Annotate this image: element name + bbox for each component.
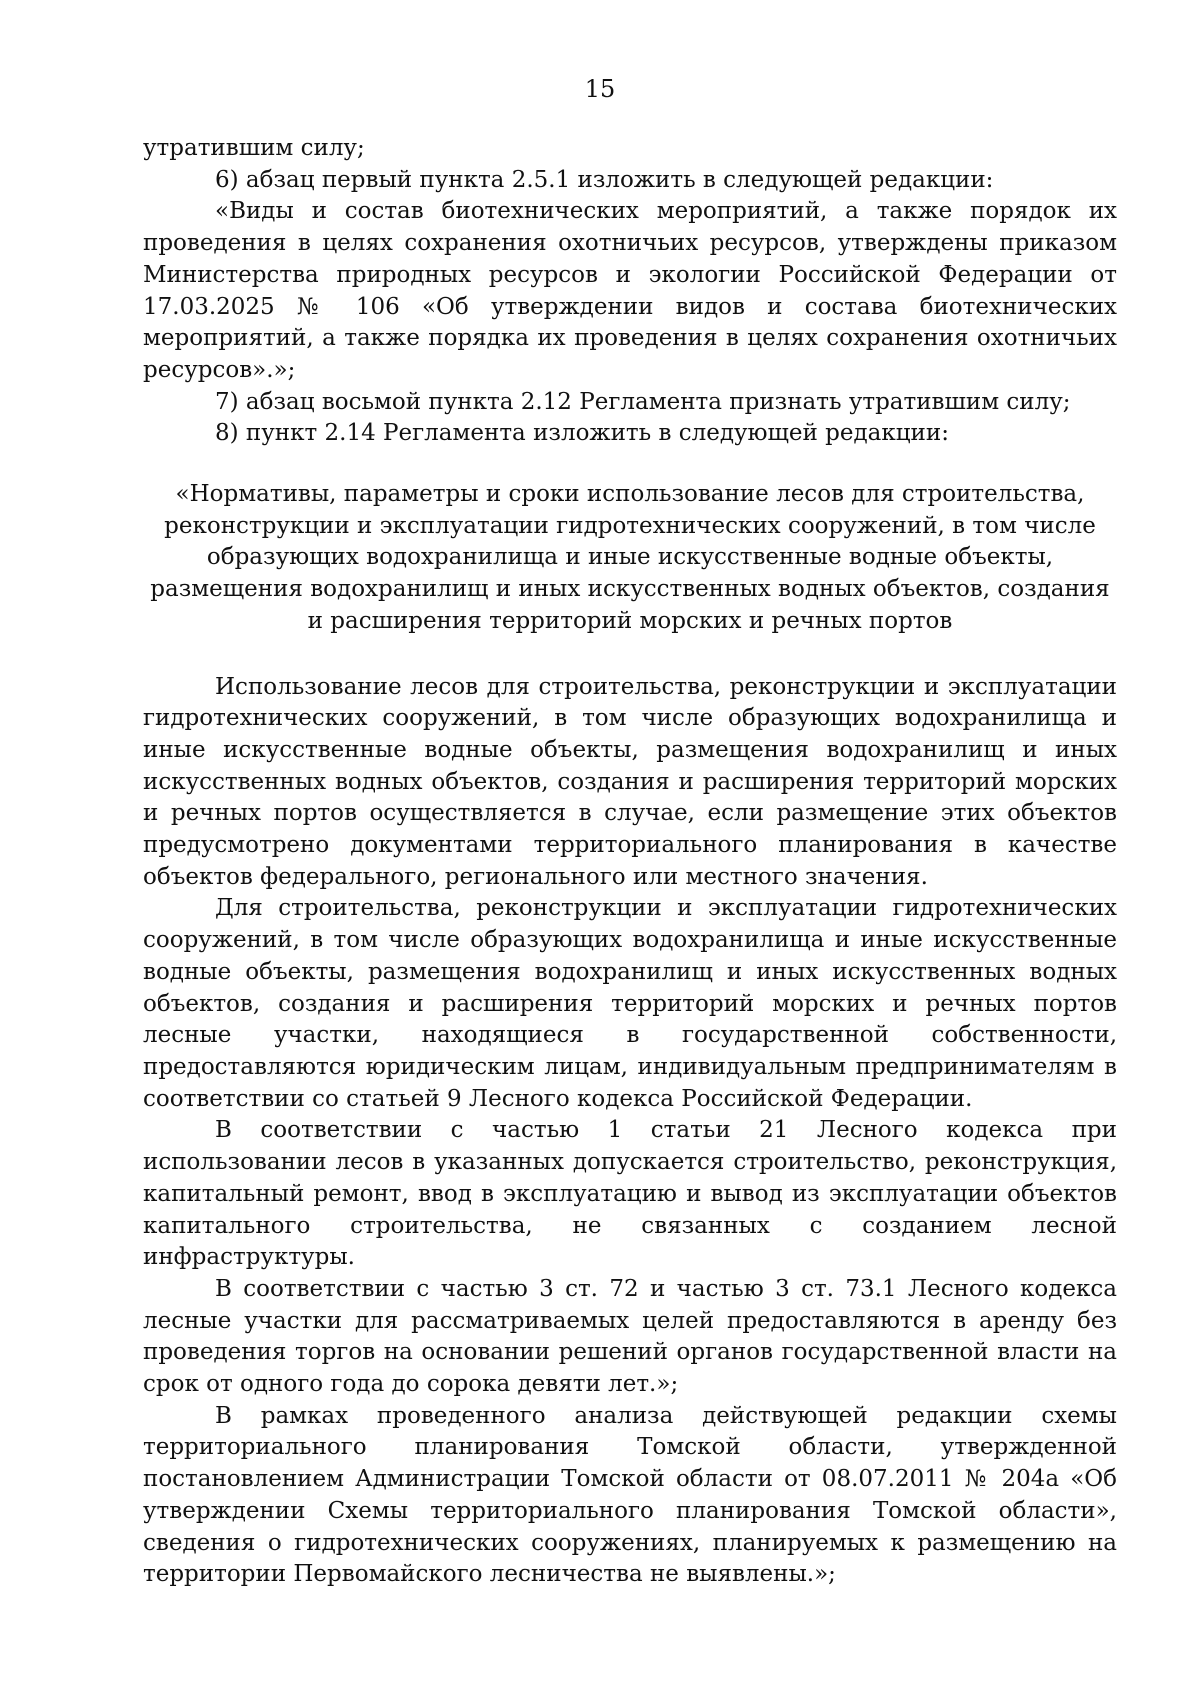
paragraph-analysis: В рамках проведенного анализа действующей редакции схемы территориального планирования Томской области, утвержденной постановлением Администрации Томской области от 08.07.2011 № 204а «Об утверждении Схемы территориального планирования Томской области», сведения о гидротехнических сооружениях, планируемых к размещению на территории Первомайского лесничества не выявлены.»;	[143, 1402, 1117, 1588]
paragraph-item-6: 6) абзац первый пункта 2.5.1 изложить в следующей редакции:	[215, 166, 994, 193]
paragraph-item-7: 7) абзац восьмой пункта 2.12 Регламента признать утратившим силу;	[215, 388, 1071, 415]
paragraph-forest-use: Использование лесов для строительства, реконструкции и эксплуатации гидротехнических сооружений, в том числе образующих водохранилища и иные искусственные водные объекты, размещения водохранилищ и иных искусственных водных объектов, создания и расширения территорий морских и речных портов осуществляется в случае, если размещение этих объектов предусмотрено документами территориального планирования в качестве объектов федерального, регионального или местного значения.	[143, 673, 1117, 890]
document-body	[143, 133, 1117, 1591]
paragraph-article-21: В соответствии с частью 1 статьи 21 Лесного кодекса при использовании лесов в указанных допускается строительство, реконструкция, капитальный ремонт, ввод в эксплуатацию и вывод из эксплуатации объектов капитального строительства, не связанных с созданием лесной инфраструктуры.	[143, 1117, 1117, 1271]
paragraph-continuation: утратившим силу;	[143, 135, 365, 161]
paragraph-quote-biotech: «Виды и состав биотехнических мероприятий, а также порядок их проведения в целях сохранения охотничьих ресурсов, утверждены приказом Министерства природных ресурсов и экологии Российской Федерации от 17.03.2025 № 106 «Об утверждении видов и состава биотехнических мероприятий, а также порядка их проведения в целях сохранения охотничьих ресурсов».»;	[143, 198, 1117, 383]
page-number: 15	[584, 75, 616, 103]
paragraph-item-8: 8) пункт 2.14 Регламента изложить в следующей редакции:	[215, 420, 949, 447]
paragraph-lease-terms: В соответствии с частью 3 ст. 72 и частью 3 ст. 73.1 Лесного кодекса лесные участки для рассматриваемых целей предоставляются в аренду без проведения торгов на основании решений органов государственной власти на срок от одного года до сорока девяти лет.»;	[143, 1275, 1117, 1398]
paragraph-forest-plots: Для строительства, реконструкции и эксплуатации гидротехнических сооружений, в том числе образующих водохранилища и иные искусственные водные объекты, размещения водохранилищ и иных искусственных водных объектов, создания и расширения территорий морских и речных портов лесные участки, находящиеся в государственной собственности, предоставляются юридическим лицам, индивидуальным предпринимателям в соответствии со статьей 9 Лесного кодекса Российской Федерации.	[143, 895, 1117, 1112]
section-heading: «Нормативы, параметры и сроки использование лесов для строительства, реконструкции и эксплуатации гидротехнических сооружений, в том числе образующих водохранилища и иные искусственные водные объекты, размещения водохранилищ и иных искусственных водных объектов, создания и расширения территорий морских и речных портов	[150, 481, 1110, 634]
